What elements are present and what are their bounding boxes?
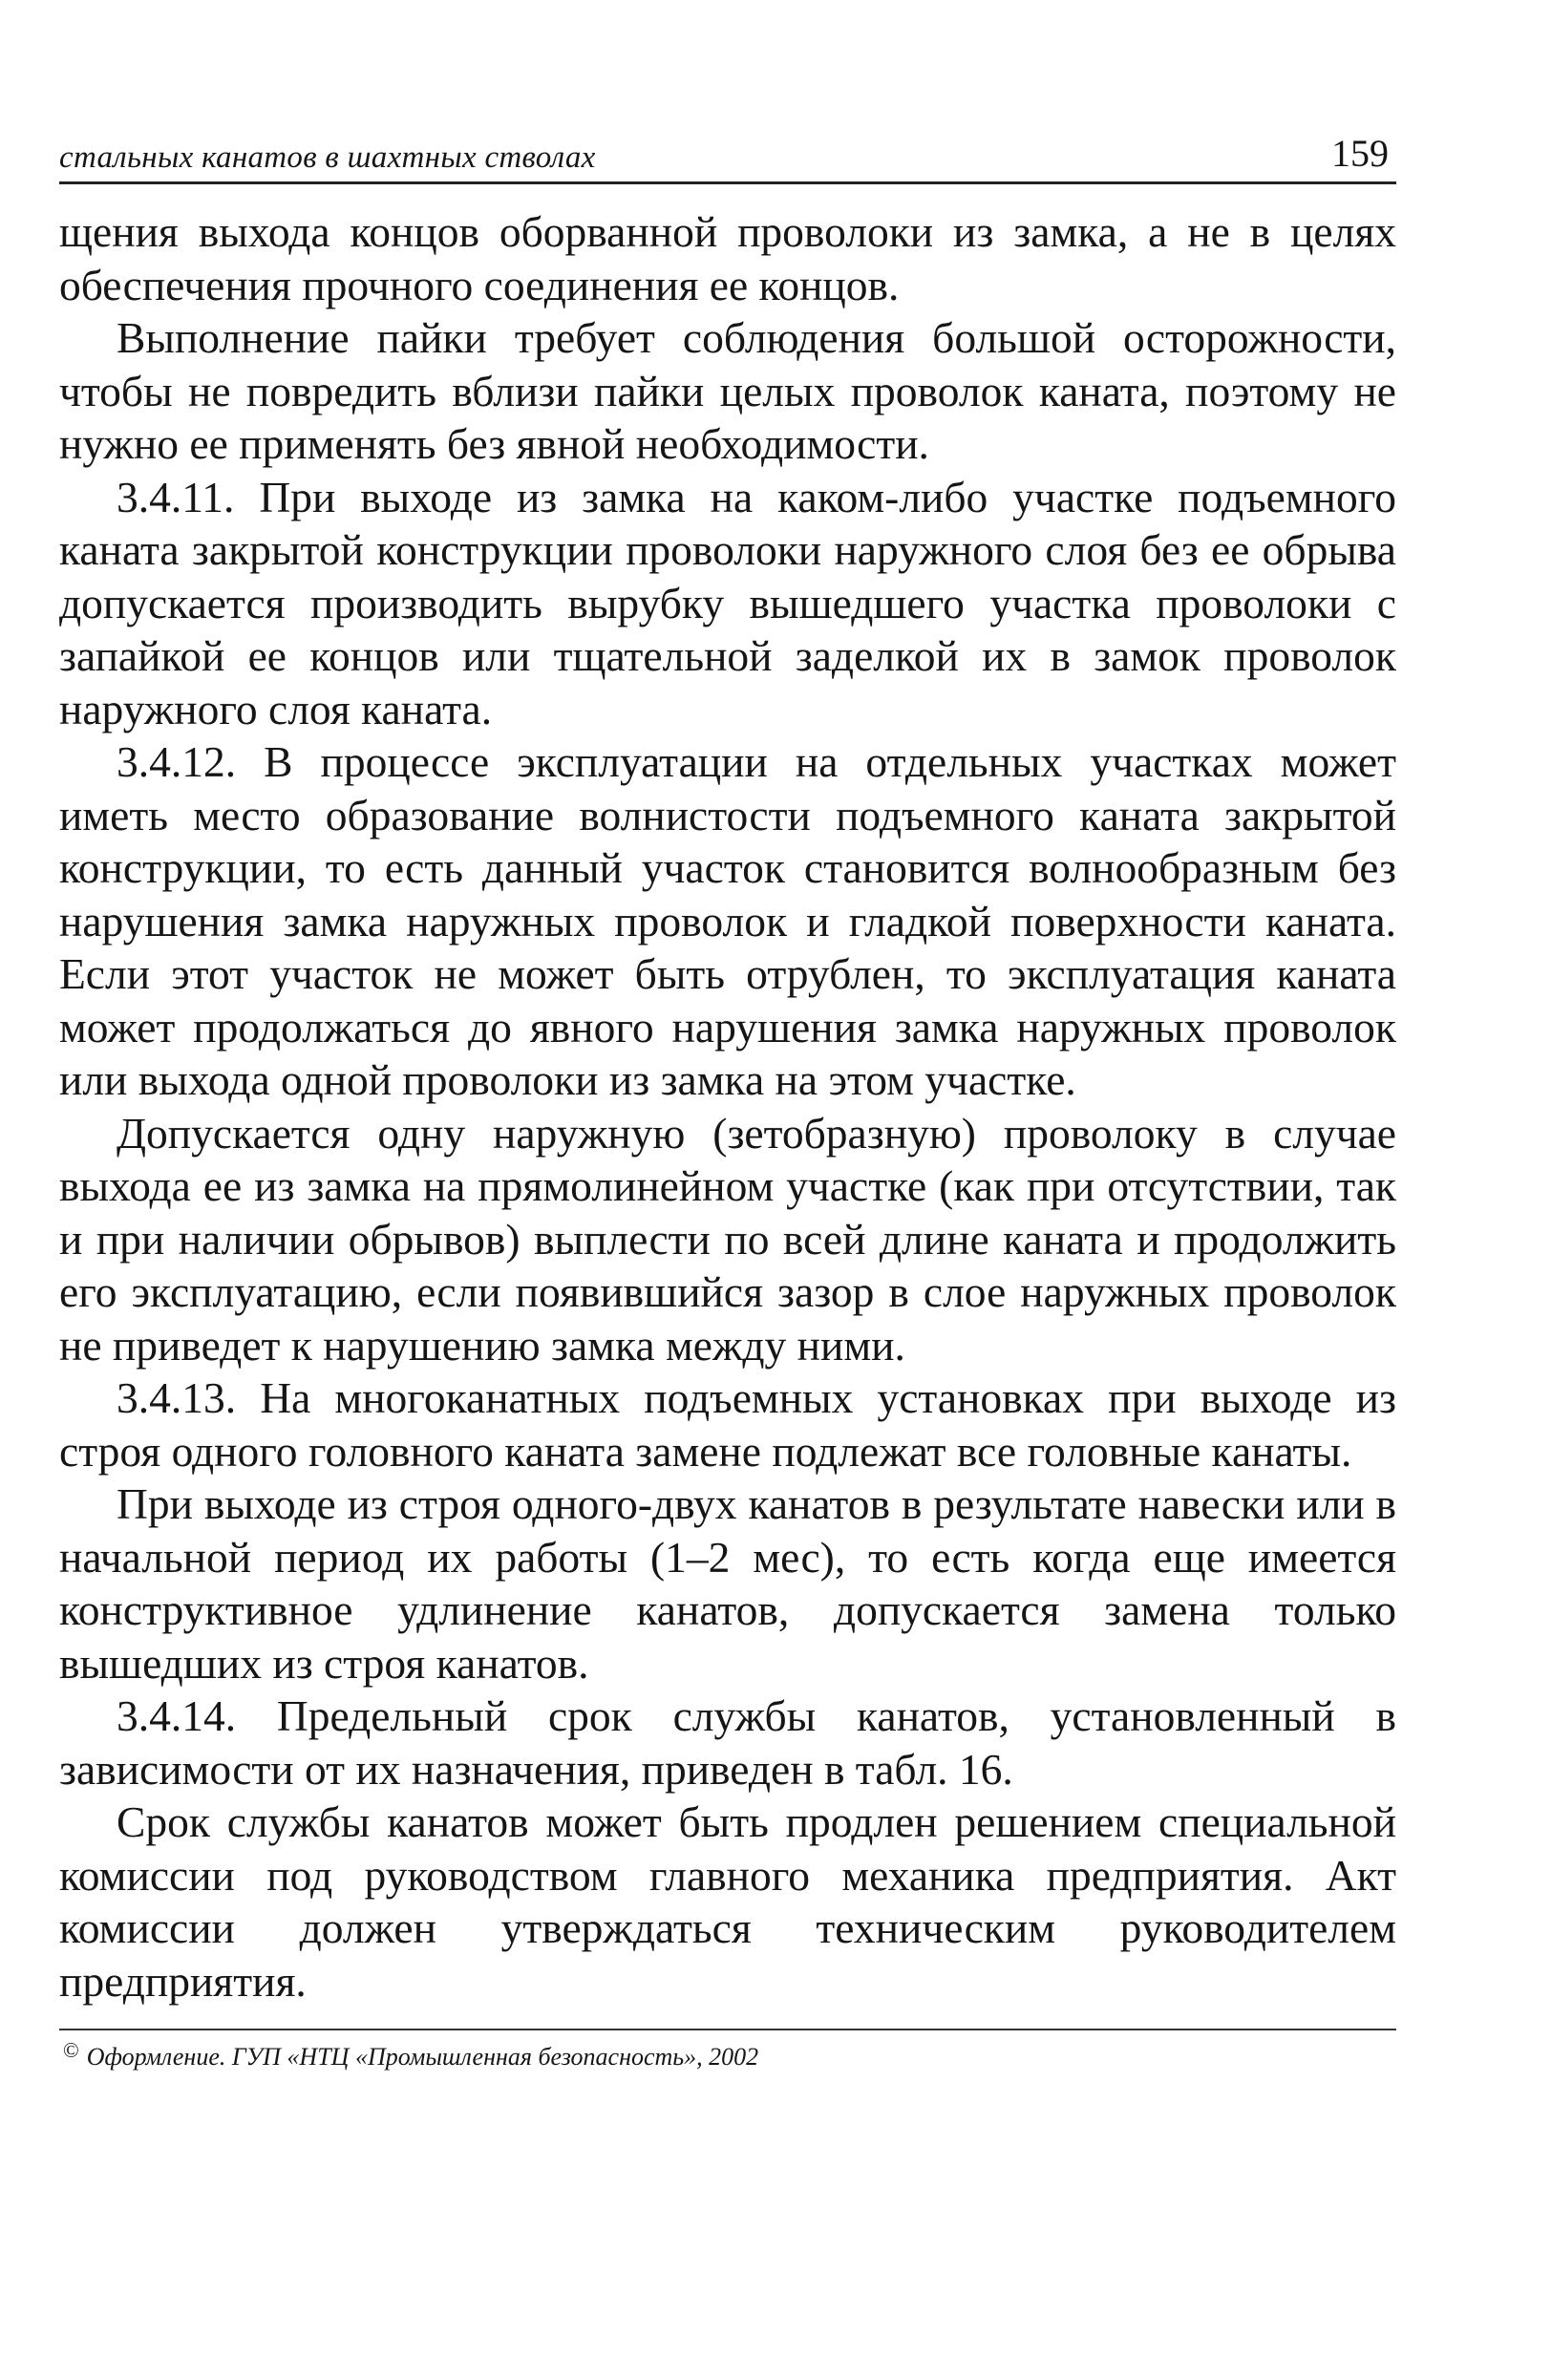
- paragraph-continuation: щения выхода концов оборванной проволоки из замка, а не в целях обеспечения прочного соединения ее концов.: [59, 207, 1396, 309]
- paragraph-replacement: При выходе из строя одного-двух канатов в результате навески или в начальной период их работы (1–2 мес), то есть когда еще имеется конструктивное удлинение канатов, допускается замена только вышедших из строя канатов.: [59, 1479, 1396, 1688]
- copyright-footnote: [59, 2038, 1396, 2072]
- paragraph-3-4-12: 3.4.12. В процессе эксплуатации на отдельных участках может иметь место образование волнистости подъемного каната закрытой конструкции, то есть данный участок становится волнообразным без нарушения замка наружных проволок и гладкой поверхности каната. Если этот участок не может быть отрублен, то эксплуатация каната может продолжаться до явного нарушения замка наружных проволок или выхода одной проволоки из замка на этом участке.: [59, 737, 1396, 1104]
- copyright-text: Оформление. ГУП «НТЦ «Промышленная безопасность», 2002: [86, 2043, 759, 2071]
- footnote-divider: [59, 2029, 1396, 2030]
- body-text: [59, 205, 1396, 2008]
- book-page: [59, 122, 1396, 2072]
- page-number: 159: [1331, 132, 1389, 175]
- copyright-symbol: ©: [63, 2038, 79, 2062]
- paragraph-3-4-13: 3.4.13. На многоканатных подъемных установках при выходе из строя одного головного каната замене подлежат все головные канаты.: [59, 1373, 1396, 1476]
- running-header: [59, 122, 1396, 184]
- paragraph-3-4-11: 3.4.11. При выходе из замка на каком-либо участке подъемного каната закрытой конструкции проволоки наружного слоя без ее обрыва допускается производить вырубку вышедшего участка проволоки с запайкой ее концов или тщательной заделкой их в замок проволок наружного слоя каната.: [59, 472, 1396, 733]
- paragraph-soldering-caution: Выполнение пайки требует соблюдения большой осторожности, чтобы не повредить вблизи пайки целых проволок каната, поэтому не нужно ее применять без явной необходимости.: [59, 313, 1396, 468]
- paragraph-3-4-14: 3.4.14. Предельный срок службы канатов, установленный в зависимости от их назначения, приведен в табл. 16.: [59, 1691, 1396, 1794]
- paragraph-z-wire: Допускается одну наружную (зетобразную) проволоку в случае выхода ее из замка на прямолинейном участке (как при отсутствии, так и при наличии обрывов) выплести по всей длине каната и продолжить его эксплуатацию, если появившийся зазор в слое наружных проволок не приведет к нарушению замка между ними.: [59, 1108, 1396, 1370]
- running-title: стальных канатов в шахтных стволах: [59, 140, 596, 175]
- paragraph-service-life-extension: Срок службы канатов может быть продлен решением специальной комиссии под руководством главного механика предприятия. Акт комиссии должен утверждаться техническим руководителем предприятия.: [59, 1797, 1396, 2006]
